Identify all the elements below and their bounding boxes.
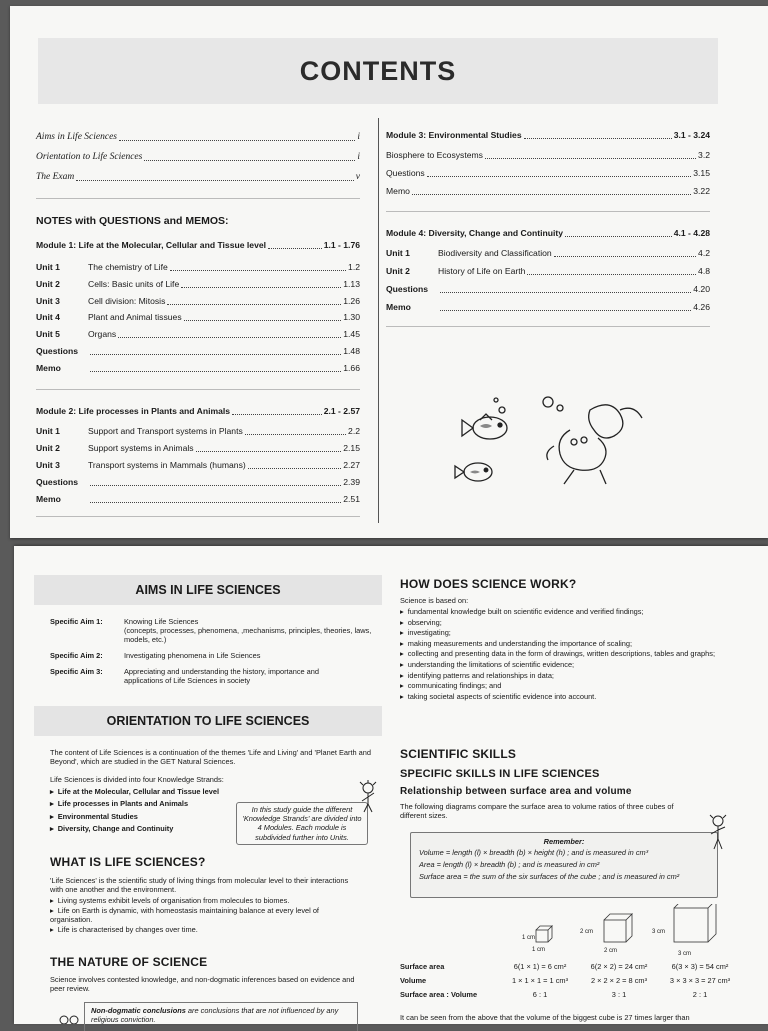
toc-row-label: Unit 3 [36, 460, 60, 470]
strand-item: ▸ Diversity, Change and Continuity [50, 823, 250, 835]
strands-intro: Life Sciences is divided into four Knowledge Strands: [50, 775, 224, 784]
how-bullet: ▸ investigating; [400, 628, 720, 639]
table-row-label: Surface area : Volume [400, 990, 478, 999]
toc-row-page: 2.39 [343, 477, 360, 487]
toc-row-title: Transport systems in Mammals (humans) [88, 460, 246, 470]
skills-intro: The following diagrams compare the surface area to volume ratios of three cubes of different sizes. [400, 802, 674, 821]
toc-row-page: 1.13 [343, 278, 360, 289]
what-is-intro: 'Life Sciences' is the scientific study of living things from molecular level to their interactions with one another and the environment. [50, 876, 349, 895]
toc-row[interactable] [386, 302, 710, 313]
module1-title[interactable]: Module 1: Life at the Molecular, Cellular and Tissue level 1.1 - 1.76 [36, 240, 360, 250]
toc-row-label: Memo [386, 186, 410, 196]
toc-row[interactable] [36, 296, 360, 307]
toc-row[interactable] [386, 284, 710, 295]
toc-row-page: 1.66 [343, 362, 360, 373]
toc-row-label: Unit 2 [36, 278, 60, 289]
cube2-bottom-label: 2 cm [604, 948, 618, 954]
table-cell: 2 × 2 × 2 = 8 cm³ [590, 976, 648, 985]
how-bullet: ▸ identifying patterns and relationships in data; [400, 671, 720, 682]
toc-row-label: Unit 4 [36, 312, 60, 323]
toc-row[interactable] [36, 426, 360, 437]
how-heading: HOW DOES SCIENCE WORK? [400, 577, 577, 591]
toc-row[interactable] [36, 312, 360, 323]
aim1-label: Specific Aim 1: [50, 617, 103, 626]
cartoon-scientist-icon [356, 780, 380, 814]
divider [36, 516, 360, 517]
remember-label: Remember: [543, 837, 585, 846]
toc-row[interactable] [36, 363, 360, 374]
how-intro: Science is based on: [400, 596, 469, 605]
toc-row-title: Cell division: Mitosis [88, 295, 166, 306]
divider [386, 326, 710, 327]
module4-title[interactable]: Module 4: Diversity, Change and Continuity 4.1 - 4.28 [386, 228, 710, 238]
page-title: CONTENTS [299, 56, 457, 86]
toc-row-title: Organs [88, 329, 117, 340]
intro-page [14, 546, 768, 1024]
remember-box [410, 832, 718, 898]
table-row-label: Surface area [400, 962, 445, 971]
contents-page [10, 6, 768, 538]
aim2-text: Investigating phenomena in Life Sciences [124, 651, 261, 660]
eyes-icon [56, 1012, 82, 1024]
toc-row-page: 4.26 [693, 302, 710, 312]
modules-callout: In this study guide the different 'Knowledge Strands' are divided into 4 Modules. Each module is subdivided further into Units. [236, 802, 368, 845]
how-bullet: ▸ communicating findings; and [400, 681, 720, 692]
skills-subheading: SPECIFIC SKILLS IN LIFE SCIENCES [400, 768, 600, 780]
toc-row-page: 4.20 [693, 284, 710, 294]
callout-term: Non-dogmatic conclusions [91, 1006, 186, 1015]
aim3-label: Specific Aim 3: [50, 667, 103, 676]
toc-row-title: Plant and Animal tissues [88, 312, 182, 323]
nature-heading: THE NATURE OF SCIENCE [50, 955, 208, 969]
callout-definition: are conclusions that are not influenced by any religious conviction. [91, 1006, 339, 1025]
what-is-heading: WHAT IS LIFE SCIENCES? [50, 855, 206, 869]
notes-heading: NOTES with QUESTIONS and MEMOS: [36, 215, 229, 227]
module3-title[interactable]: Module 3: Environmental Studies 3.1 - 3.24 [386, 130, 710, 140]
formula-surface-area: Surface area = the sum of the six surfaces of the cube ; and is measured in cm² [419, 872, 680, 881]
toc-row[interactable] [386, 266, 710, 277]
aim3-text: Appreciating and understanding the history, importance and applications of Life Sciences in society [124, 667, 320, 686]
toc-row[interactable] [386, 248, 710, 259]
toc-row-aims[interactable]: Aims in Life Sciences i [36, 132, 360, 142]
toc-row-title: Support systems in Animals [88, 443, 194, 453]
toc-row-page: 3.2 [698, 150, 710, 160]
how-bullet: ▸ collecting and presenting data in the form of drawings, written descriptions, tables and graphs; [400, 649, 720, 660]
toc-row[interactable] [386, 186, 710, 197]
relationship-heading: Relationship between surface area and volume [400, 786, 632, 797]
aim1-main: Knowing Life Sciences [124, 617, 199, 626]
toc-row[interactable] [36, 262, 360, 273]
orientation-heading: ORIENTATION TO LIFE SCIENCES [34, 706, 382, 736]
table-cell: 3 × 3 × 3 = 27 cm³ [669, 976, 731, 985]
aim2-label: Specific Aim 2: [50, 651, 103, 660]
divider [36, 198, 360, 199]
toc-row-label: Unit 2 [386, 266, 410, 276]
divider [386, 211, 710, 212]
what-is-bullet: ▸ Living systems exhibit levels of organisation from molecules to biomes. [50, 896, 360, 906]
toc-row-title: Biodiversity and Classification [438, 248, 552, 258]
toc-row[interactable] [36, 346, 360, 357]
table-cell: 3 : 1 [611, 990, 627, 999]
cube3-side-label: 3 cm [652, 929, 666, 935]
toc-row[interactable] [36, 329, 360, 340]
toc-row-page: 2.15 [343, 443, 360, 453]
toc-row-label: Memo [36, 362, 61, 373]
module2-title[interactable]: Module 2: Life processes in Plants and Animals 2.1 - 2.57 [36, 406, 360, 416]
toc-row-label: Memo [386, 302, 411, 312]
toc-row-label: Memo [36, 494, 61, 504]
aims-heading: AIMS IN LIFE SCIENCES [34, 575, 382, 605]
toc-row-page: 1.26 [343, 295, 360, 306]
cube2-side-label: 2 cm [580, 929, 594, 935]
table-cell: 1 × 1 × 1 = 1 cm³ [511, 976, 569, 985]
contents-title-band [38, 38, 718, 104]
toc-row-orientation[interactable]: Orientation to Life Sciences i [36, 152, 360, 162]
table-cell: 6(3 × 3) = 54 cm² [671, 962, 729, 971]
toc-row-label: Biosphere to Ecosystems [386, 150, 483, 160]
divider [36, 389, 360, 390]
table-cell: 2 : 1 [692, 990, 708, 999]
toc-row[interactable] [386, 150, 710, 161]
toc-row[interactable] [36, 279, 360, 290]
toc-row-page: 1.2 [348, 262, 360, 272]
toc-row-page: 2.51 [343, 494, 360, 504]
how-bullet: ▸ taking societal aspects of scientific evidence into account. [400, 692, 720, 703]
table-cell: 6(2 × 2) = 24 cm² [590, 962, 648, 971]
how-bullet: ▸ making measurements and understanding the importance of scaling; [400, 639, 720, 650]
toc-row-page: 3.15 [693, 168, 710, 178]
formula-volume: Volume = length (l) × breadth (b) × height (h) ; and is measured in cm³ [419, 848, 649, 857]
cube1-bottom-label: 1 cm [532, 947, 546, 953]
strands-list [50, 786, 250, 836]
toc-row-label: Questions [386, 284, 429, 294]
cube1-side-label: 1 cm [522, 935, 536, 941]
how-bullet: ▸ observing; [400, 618, 720, 629]
cube3-bottom-label: 3 cm [678, 951, 692, 957]
strand-item: ▸ Life processes in Plants and Animals [50, 798, 250, 810]
aim1-text [124, 617, 382, 645]
toc-row[interactable] [36, 443, 360, 454]
nature-text: Science involves contested knowledge, and non-dogmatic inferences based on evidence and peer review. [50, 975, 355, 994]
formula-area: Area = length (l) × breadth (b) ; and is measured in cm² [419, 860, 600, 869]
skills-heading: SCIENTIFIC SKILLS [400, 747, 517, 761]
toc-row[interactable] [386, 168, 710, 179]
column-divider [378, 118, 379, 523]
toc-row[interactable] [36, 494, 360, 505]
toc-row-label: Questions [36, 346, 79, 356]
table-row-label: Volume [400, 976, 427, 985]
toc-row-label: Unit 1 [386, 248, 410, 258]
toc-row-title: Support and Transport systems in Plants [88, 426, 243, 436]
toc-row[interactable] [36, 460, 360, 471]
how-bullet: ▸ understanding the limitations of scientific evidence; [400, 660, 720, 671]
toc-row-page: 1.45 [343, 329, 360, 340]
how-bullets [400, 607, 720, 702]
toc-row-label: Unit 1 [36, 262, 60, 272]
toc-row-exam[interactable]: The Exam v [36, 172, 360, 182]
toc-row-page: 3.22 [693, 186, 710, 196]
nature-callout [84, 1002, 358, 1031]
toc-row-label: Unit 1 [36, 426, 60, 436]
strand-item: ▸ Environmental Studies [50, 811, 250, 823]
toc-row-page: 2.2 [348, 426, 360, 436]
strand-item: ▸ Life at the Molecular, Cellular and Tissue level [50, 786, 250, 798]
toc-row-title: History of Life on Earth [438, 266, 526, 276]
toc-row[interactable] [36, 477, 360, 488]
table-cell: 6(1 × 1) = 6 cm² [513, 962, 567, 971]
cartoon-scientist-icon [706, 812, 730, 852]
how-bullet: ▸ fundamental knowledge built on scientific evidence and verified findings; [400, 607, 720, 618]
toc-row-label: Questions [386, 168, 425, 178]
toc-row-label: Unit 5 [36, 329, 60, 340]
toc-row-label: Unit 3 [36, 295, 60, 306]
toc-row-page: 1.30 [343, 312, 360, 323]
aim1-sub: (concepts, processes, phenomena, ,mechanisms, principles, theories, laws, models, etc.) [124, 626, 372, 645]
skills-footer: It can be seen from the above that the volume of the biggest cube is 27 times larger than [400, 1013, 690, 1022]
toc-row-label: Unit 2 [36, 443, 60, 453]
toc-row-title: Cells: Basic units of Life [88, 278, 180, 289]
toc-row-title: The chemistry of Life [88, 262, 168, 272]
fish-cartoon-illustration [450, 390, 650, 490]
toc-row-page: 4.2 [698, 248, 710, 258]
toc-row-page: 4.8 [698, 266, 710, 276]
what-is-bullet: ▸ Life on Earth is dynamic, with homeostasis maintaining balance at every level of organisation. [50, 906, 360, 925]
orientation-intro: The content of Life Sciences is a continuation of the themes 'Life and Living' and 'Planet Earth and Beyond', which are studied in the GET Natural Sciences. [50, 748, 372, 767]
toc-row-page: 1.48 [343, 346, 360, 356]
toc-row-page: 2.27 [343, 460, 360, 470]
what-is-bullets [50, 896, 360, 934]
table-cell: 6 : 1 [532, 990, 548, 999]
toc-row-label: Questions [36, 477, 79, 487]
what-is-bullet: ▸ Life is characterised by changes over time. [50, 925, 360, 935]
